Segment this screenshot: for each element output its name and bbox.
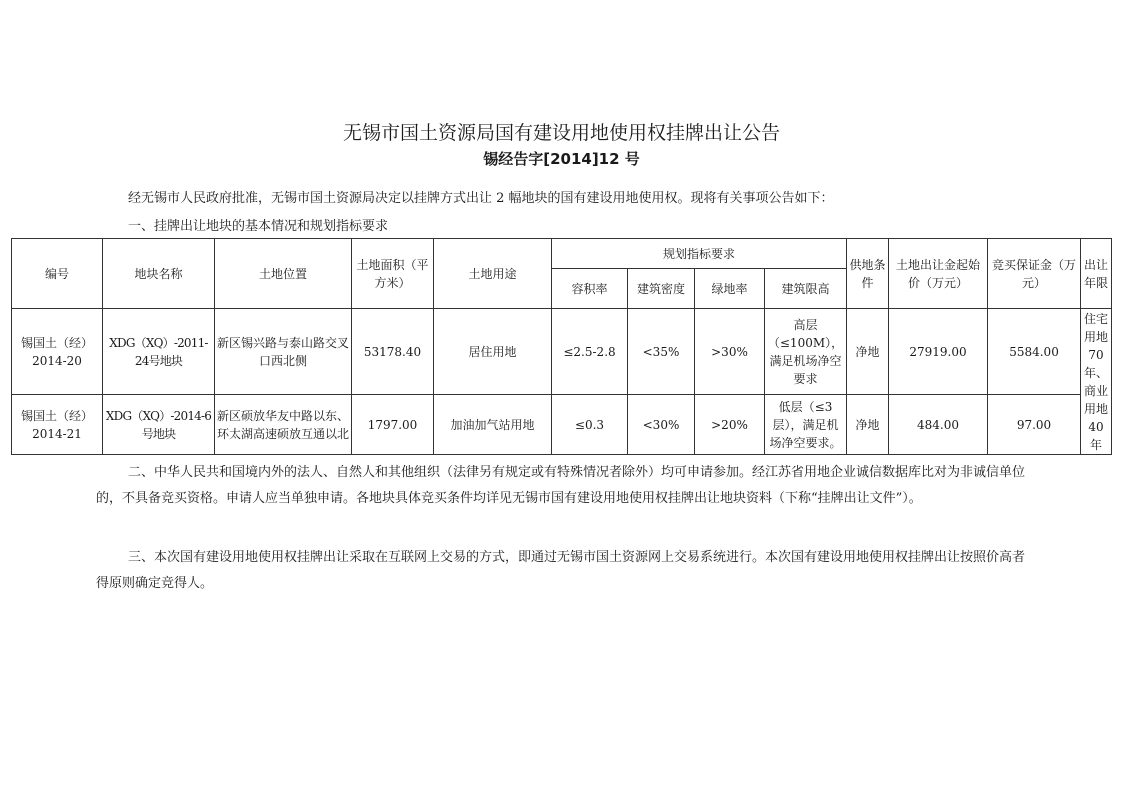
header-id: 编号: [12, 239, 103, 309]
notice-title: 无锡市国土资源局国有建设用地使用权挂牌出让公告: [342, 122, 780, 144]
header-name: 地块名称: [103, 239, 215, 309]
cell-use: 居住用地: [434, 309, 552, 395]
cell-location: 新区硕放华友中路以东、环太湖高速硕放互通以北: [215, 395, 352, 455]
section3-paragraph: 三、本次国有建设用地使用权挂牌出让采取在互联网上交易的方式，即通过无锡市国土资源网上交易系统进行。本次国有建设用地使用权挂牌出让按照价高者得原则确定竞得人。: [96, 550, 1026, 591]
cell-density: <35%: [628, 309, 695, 395]
cell-supply: 净地: [847, 395, 889, 455]
cell-deposit: 5584.00: [988, 309, 1081, 395]
cell-area: 53178.40: [352, 309, 434, 395]
table-header-row: [12, 239, 1112, 269]
header-term: 出让年限: [1081, 239, 1112, 309]
land-parcel-table: [11, 238, 1112, 455]
header-density: 建筑密度: [628, 269, 695, 309]
header-green: 绿地率: [695, 269, 765, 309]
cell-far: ≤2.5-2.8: [552, 309, 628, 395]
header-use: 土地用途: [434, 239, 552, 309]
cell-deposit: 97.00: [988, 395, 1081, 455]
cell-location: 新区锡兴路与泰山路交叉口西北侧: [215, 309, 352, 395]
table-row: [12, 309, 1112, 395]
cell-supply: 净地: [847, 309, 889, 395]
cell-density: <30%: [628, 395, 695, 455]
cell-height: 低层（≤3层），满足机场净空要求。: [765, 395, 847, 455]
cell-use: 加油加气站用地: [434, 395, 552, 455]
cell-area: 1797.00: [352, 395, 434, 455]
cell-term: 住宅用地 70 年、商业用地 40 年: [1081, 309, 1112, 455]
header-height: 建筑限高: [765, 269, 847, 309]
header-far: 容积率: [552, 269, 628, 309]
cell-far: ≤0.3: [552, 395, 628, 455]
cell-name: XDG（XQ）-2011-24号地块: [103, 309, 215, 395]
header-supply: 供地条件: [847, 239, 889, 309]
section2-paragraph: 二、中华人民共和国境内外的法人、自然人和其他组织（法律另有规定或有特殊情况者除外）均可申请参加。经江苏省用地企业诚信数据库比对为非诚信单位的，不具备竞买资格。申请人应当单独申请。各地块具体竞买条件均详见无锡市国有建设用地使用权挂牌出让地块资料（下称“挂牌出让文件”）。: [96, 465, 1026, 506]
header-deposit: 竞买保证金（万元）: [988, 239, 1081, 309]
cell-green: >30%: [695, 309, 765, 395]
cell-id: 锡国土（经）2014-21: [12, 395, 103, 455]
cell-green: >20%: [695, 395, 765, 455]
intro-paragraph: 经无锡市人民政府批准，无锡市国土资源局决定以挂牌方式出让 2 幅地块的国有建设用地使用权。现将有关事项公告如下：: [128, 191, 834, 206]
cell-start-price: 27919.00: [889, 309, 988, 395]
cell-id: 锡国土（经）2014-20: [12, 309, 103, 395]
notice-number: 锡经告字[2014]12 号: [483, 150, 640, 168]
cell-height: 高层（≤100M），满足机场净空要求: [765, 309, 847, 395]
header-planning: 规划指标要求: [552, 239, 847, 269]
cell-start-price: 484.00: [889, 395, 988, 455]
header-start-price: 土地出让金起始价（万元）: [889, 239, 988, 309]
header-location: 土地位置: [215, 239, 352, 309]
cell-name: XDG（XQ）-2014-6号地块: [103, 395, 215, 455]
section1-heading: 一、挂牌出让地块的基本情况和规划指标要求: [128, 219, 389, 234]
header-area: 土地面积（平方米）: [352, 239, 434, 309]
table-row: [12, 395, 1112, 455]
